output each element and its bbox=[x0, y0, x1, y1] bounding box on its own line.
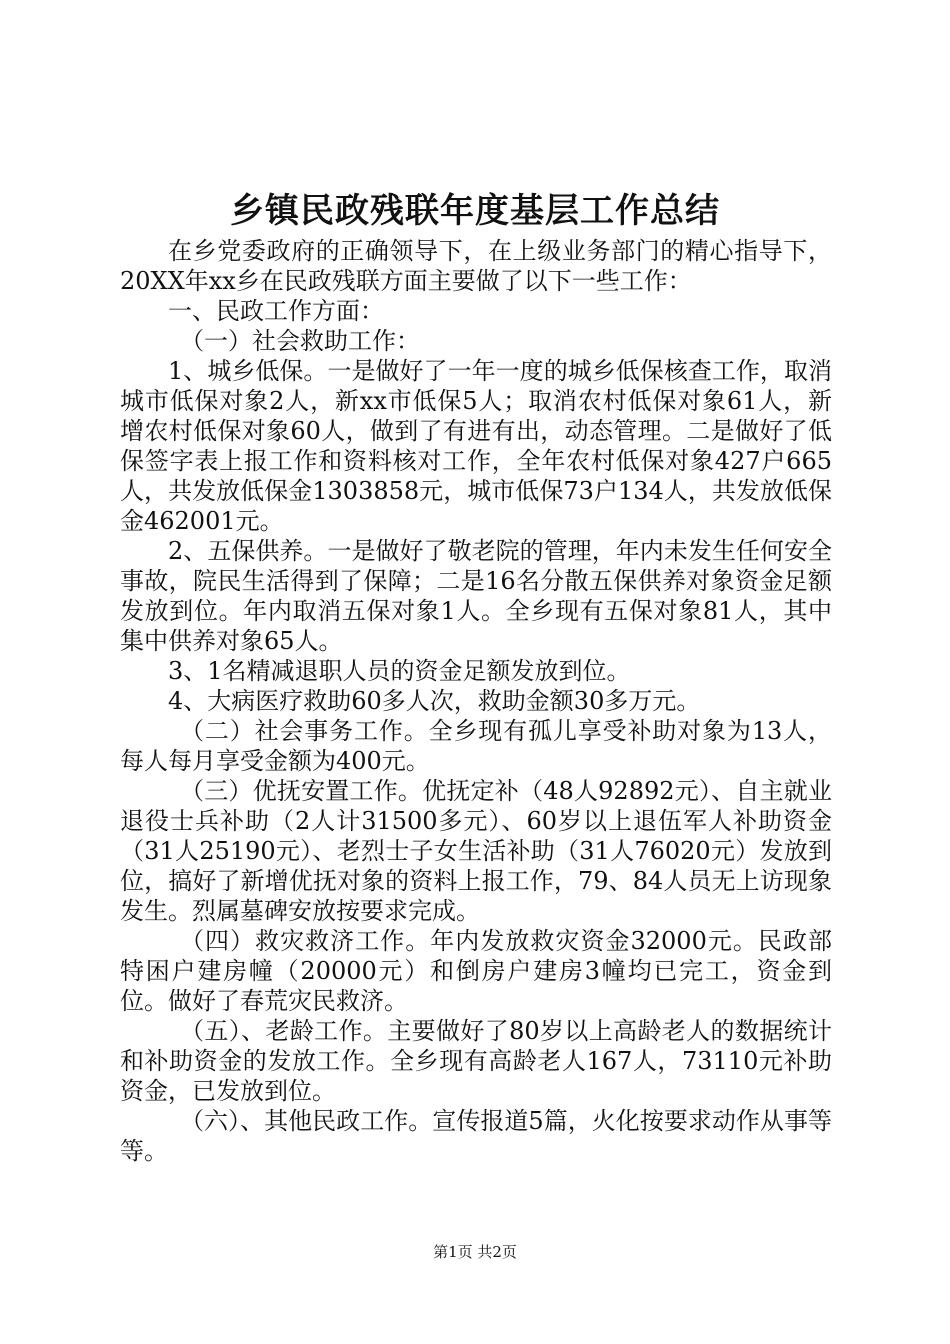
section-heading: 一、民政工作方面： bbox=[168, 297, 384, 325]
body-paragraph: 4、大病医疗救助60多人次，救助金额30多万元。 bbox=[168, 687, 701, 715]
document-body bbox=[120, 236, 832, 1166]
body-paragraph: （六）、其他民政工作。宣传报道5篇，火化按要求动作从事等等。 bbox=[120, 1107, 832, 1165]
body-paragraph: （二）社会事务工作。全乡现有孤儿享受补助对象为13人，每人每月享受金额为400元。 bbox=[120, 717, 832, 775]
body-paragraph: 3、1名精减退职人员的资金足额发放到位。 bbox=[168, 657, 631, 685]
body-paragraph: 2、五保供养。一是做好了敬老院的管理，年内未发生任何安全事故，院民生活得到了保障；二是16名分散五保供养对象资金足额发放到位。年内取消五保对象1人。全乡现有五保对象81人，其中集中供养对象65人。 bbox=[120, 537, 832, 655]
intro-paragraph: 在乡党委政府的正确领导下，在上级业务部门的精心指导下，20XX年xx乡在民政残联方面主要做了以下一些工作： bbox=[120, 237, 832, 295]
page-number-footer: 第1页 共2页 bbox=[433, 1243, 517, 1261]
body-paragraph: 1、城乡低保。一是做好了一年一度的城乡低保核查工作，取消城市低保对象2人，新xx市低保5人；取消农村低保对象61人，新增农村低保对象60人，做到了有进有出，动态管理。二是做好了低保签字表上报工作和资料核对工作，全年农村低保对象427户665人，共发放低保金1303858元，城市低保73户134人，共发放低保金462001元。 bbox=[120, 357, 832, 535]
body-paragraph: （四）救灾救济工作。年内发放救灾资金32000元。民政部特困户建房幢（20000元）和倒房户建房3幢均已完工，资金到位。做好了春荒灾民救济。 bbox=[120, 927, 832, 1015]
subsection-heading: （一）社会救助工作： bbox=[180, 327, 420, 355]
body-paragraph: （五）、老龄工作。主要做好了80岁以上高龄老人的数据统计和补助资金的发放工作。全乡现有高龄老人167人，73110元补助资金，已发放到位。 bbox=[120, 1017, 832, 1105]
document-title: 乡镇民政残联年度基层工作总结 bbox=[230, 191, 720, 231]
body-paragraph: （三）优抚安置工作。优抚定补（48人92892元）、自主就业退役士兵补助（2人计31500多元）、60岁以上退伍军人补助资金（31人25190元）、老烈士子女生活补助（31人76020元）发放到位，搞好了新增优抚对象的资料上报工作，79、84人员无上访现象发生。烈属墓碑安放按要求完成。 bbox=[120, 777, 832, 925]
